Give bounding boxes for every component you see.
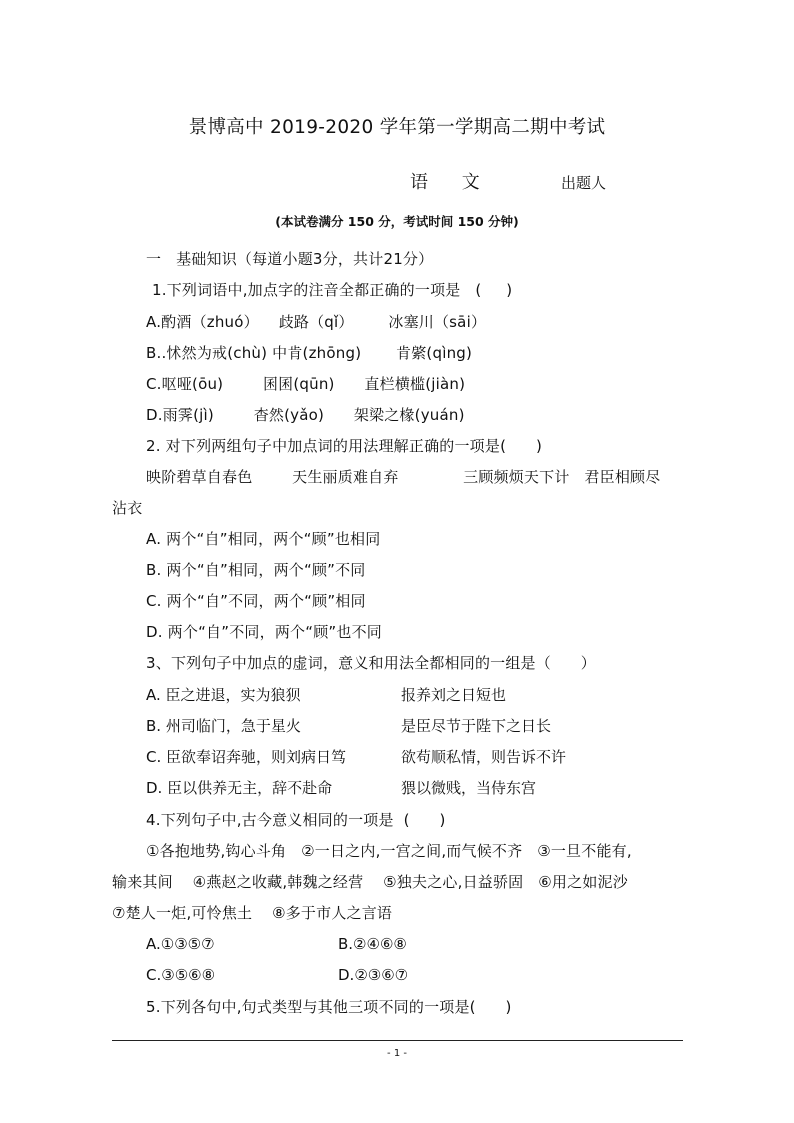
- question-1-option-b: B..怵然为戒(chù) 中肯(zhōng) 肯綮(qìng): [146, 344, 473, 362]
- question-1-option-a: A.酌酒（zhuó） 歧路（qǐ） 冰塞川（sāi）: [146, 313, 487, 331]
- question-3-option-b-left: B. 州司临门，急于星火: [146, 717, 301, 735]
- question-2-option-d: D. 两个“自”不同，两个“顾”也不同: [146, 623, 382, 641]
- question-2-option-c: C. 两个“自”不同，两个“顾”相同: [146, 592, 366, 610]
- exam-note: (本试卷满分 150 分，考试时间 150 分钟): [275, 214, 519, 229]
- question-4-option-a: A.①③⑤⑦: [146, 935, 215, 953]
- question-2-option-a: A. 两个“自”相同，两个“顾”也相同: [146, 530, 381, 548]
- question-1-option-d: D.雨霁(jì) 杳然(yǎo) 架梁之椽(yuán): [146, 406, 465, 424]
- question-3-option-d-left: D. 臣以供养无主，辞不赴命: [146, 779, 333, 797]
- question-3-option-b-right: 是臣尽节于陛下之日长: [401, 717, 552, 735]
- author-label: 出题人: [561, 174, 607, 192]
- question-4-body-line-3: ⑦楚人一炬,可怜焦土 ⑧多于市人之言语: [112, 904, 393, 922]
- question-4-option-d: D.②③⑥⑦: [338, 966, 409, 984]
- question-4-option-c: C.③⑤⑥⑧: [146, 966, 216, 984]
- page-number: - 1 -: [387, 1048, 407, 1059]
- question-4-stem: 4.下列句子中,古今意义相同的一项是 ( ): [146, 811, 446, 829]
- section-heading: 一 基础知识（每道小题3分，共计21分）: [146, 250, 434, 268]
- question-2-stem: 2. 对下列两组句子中加点词的用法理解正确的一项是( ): [146, 437, 542, 455]
- question-4-option-b: B.②④⑥⑧: [338, 935, 407, 953]
- subject-label: 语 文: [410, 172, 494, 193]
- question-3-option-a-left: A. 臣之进退，实为狼狈: [146, 686, 301, 704]
- question-3-option-c-left: C. 臣欲奉诏奔驰，则刘病日笃: [146, 748, 347, 766]
- question-4-body-line-1: ①各抱地势,钩心斗角 ②一日之内,一宫之间,而气候不齐 ③一旦不能有,: [146, 842, 632, 860]
- question-2-quote-wrap: 沾衣: [112, 499, 143, 517]
- question-3-stem: 3、下列句子中加点的虚词，意义和用法全都相同的一组是（ ）: [146, 654, 596, 672]
- question-3-option-c-right: 欲苟顺私情，则告诉不许: [401, 748, 567, 766]
- question-1-stem: 1.下列词语中,加点字的注音全都正确的一项是 ( ): [152, 281, 513, 299]
- question-5-stem: 5.下列各句中,句式类型与其他三项不同的一项是( ): [146, 998, 512, 1016]
- question-3-option-d-right: 猥以微贱，当侍东宫: [401, 779, 537, 797]
- question-3-option-a-right: 报养刘之日短也: [401, 686, 507, 704]
- exam-title: 景博高中 2019-2020 学年第一学期高二期中考试: [188, 117, 606, 138]
- question-4-body-line-2: 输来其间 ④燕赵之收藏,韩魏之经营 ⑤独夫之心,日益骄固 ⑥用之如泥沙: [112, 873, 628, 891]
- question-1-option-c: C.呕哑(ōu) 囷囷(qūn) 直栏横槛(jiàn): [146, 375, 466, 393]
- footer-divider: [112, 1040, 683, 1041]
- question-2-option-b: B. 两个“自”相同，两个“顾”不同: [146, 561, 366, 579]
- question-2-quote: 映阶碧草自春色 天生丽质难自弃 三顾频烦天下计 君臣相顾尽: [146, 468, 661, 486]
